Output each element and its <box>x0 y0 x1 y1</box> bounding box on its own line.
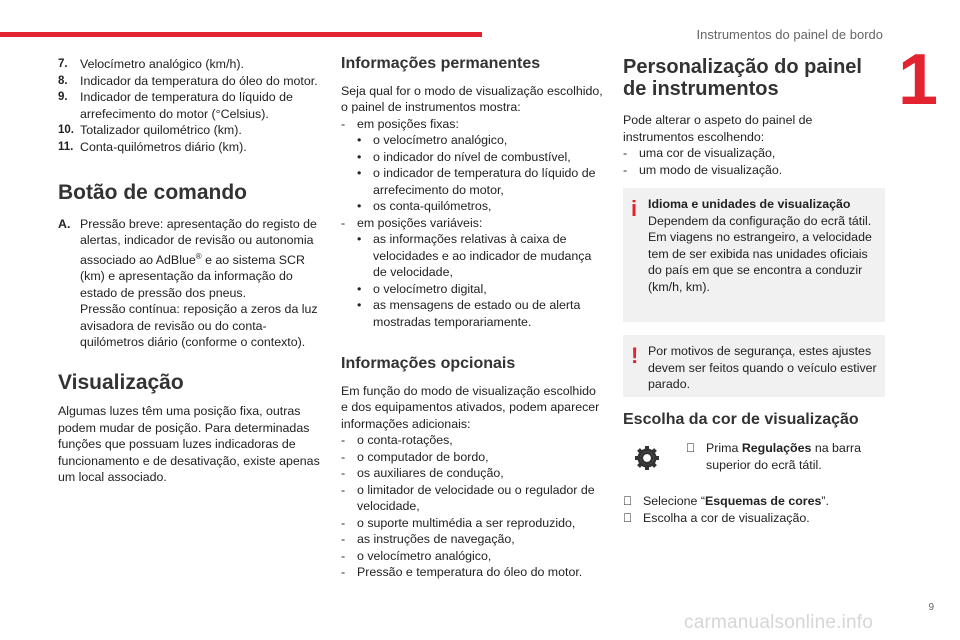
list-item: 8. Indicador da temperatura do óleo do motor. <box>58 73 318 88</box>
list-item: • as informações relativas à caixa de velocidades e ao indicador de mudança de velocidade, <box>357 232 592 279</box>
gear-icon <box>633 444 661 472</box>
list-item: - o conta-rotações, <box>341 433 453 447</box>
column-left <box>58 56 320 486</box>
info-box-text: Dependem da configuração do ecrã tátil. Em viagens no estrangeiro, a velocidade tem de ser exibida nas unidades oficiais do país em que se encontra a conduzir (km/h, km). <box>648 213 872 294</box>
column-right <box>623 56 885 178</box>
info-icon: i <box>631 196 638 221</box>
steps-2-3: Selecione “Esquemas de cores”. Escolha a cor de visualização. <box>623 493 885 526</box>
step-marker <box>623 493 643 510</box>
list-item: 7. Velocímetro analógico (km/h). <box>58 57 244 71</box>
list-item: • os conta-quilómetros, <box>357 199 492 213</box>
personalization-heading: Personalização do painel de instrumentos <box>623 56 862 100</box>
list-item: - em posições fixas: <box>341 116 459 131</box>
header-red-bar <box>0 32 482 37</box>
warning-box-text: Por motivos de segurança, estes ajustes devem ser feitos quando o veículo estiver parado. <box>648 344 877 391</box>
optional-info-heading: Informações opcionais <box>341 355 516 372</box>
list-item: 9. Indicador de temperatura do líquido de arrefecimento do motor (°Celsius). <box>58 90 293 121</box>
botao-item-long-press: Pressão contínua: reposição a zeros da luz avisadora de revisão ou do conta-quilómetros diário (conforme o contexto). <box>80 302 318 350</box>
list-item: • o indicador de temperatura do líquido de arrefecimento do motor, <box>357 166 596 197</box>
list-item: - o computador de bordo, <box>341 449 489 464</box>
list-item: 10. Totalizador quilométrico (km). <box>58 123 242 137</box>
optional-info-intro: Em função do modo de visualização escolhido e dos equipamentos ativados, podem aparecer informações adicionais: <box>341 383 600 431</box>
botao-item-letter: A. <box>58 216 71 231</box>
botao-item <box>58 216 320 351</box>
botao-heading: Botão de comando <box>58 181 248 204</box>
step-1: Prima Regulações na barra superior do ecrã tátil. <box>686 440 886 473</box>
section-title: Instrumentos do painel de bordo <box>696 27 883 42</box>
list-item: - o suporte multimédia a ser reproduzido, <box>341 515 576 530</box>
permanent-info-list-2 <box>341 215 603 232</box>
list-item: - em posições variáveis: <box>341 215 483 230</box>
info-box-title: Idioma e unidades de visualização <box>648 197 851 211</box>
list-item: • as mensagens de estado ou de alerta mostradas temporariamente. <box>357 298 581 329</box>
variable-positions-list <box>357 231 603 330</box>
list-item: - uma cor de visualização, <box>623 146 776 160</box>
watermark[interactable]: carmanualsonline.info <box>684 612 874 633</box>
fixed-positions-list <box>357 132 603 215</box>
column-middle <box>341 56 603 581</box>
botao-item-short-press: Pressão breve: apresentação do registo de alertas, indicador de revisão ou autonomia associado ao AdBlue® e ao sistema SCR (km) e apresentação da informação do estado de pressão dos pneus. <box>80 216 317 300</box>
list-item: • o velocímetro analógico, <box>357 133 508 147</box>
permanent-info-heading: Informações permanentes <box>341 55 541 72</box>
page-number: 9 <box>928 602 934 613</box>
warning-icon: ! <box>631 343 639 368</box>
list-item: - os auxiliares de condução, <box>341 466 504 480</box>
list-item: 11. Conta-quilómetros diário (km). <box>58 139 247 154</box>
personalization-intro: Pode alterar o aspeto do painel de instrumentos escolhendo: <box>623 113 813 144</box>
visualizacao-heading: Visualização <box>58 370 184 394</box>
step-marker <box>623 510 643 527</box>
list-item: - um modo de visualização. <box>623 162 783 177</box>
color-section <box>623 412 885 429</box>
optional-info-list <box>341 432 603 581</box>
warning-box-safety <box>623 335 885 397</box>
list-item: - o velocímetro analógico, <box>341 548 492 563</box>
step-marker <box>686 440 706 473</box>
list-item: - as instruções de navegação, <box>341 532 515 546</box>
list-item: - Pressão e temperatura do óleo do motor. <box>341 565 583 579</box>
visualizacao-text: Algumas luzes têm uma posição fixa, outras podem mudar de posição. Para determinadas funções que possuam luzes indicadoras de funcionamento e de desativação, existe apenas um local associado. <box>58 404 320 485</box>
personalization-list <box>623 145 885 178</box>
list-item: • o indicador do nível de combustível, <box>357 149 571 164</box>
list-item: - o limitador de velocidade ou o regulador de velocidade, <box>341 482 595 513</box>
list-item: • o velocímetro digital, <box>357 281 487 296</box>
permanent-info-intro: Seja qual for o modo de visualização escolhido, o painel de instrumentos mostra: <box>341 83 603 114</box>
permanent-info-list <box>341 116 603 133</box>
chapter-number: 1 <box>897 40 938 120</box>
legend-list <box>58 56 320 155</box>
info-box-language <box>623 188 885 322</box>
color-choice-heading: Escolha da cor de visualização <box>623 411 859 428</box>
